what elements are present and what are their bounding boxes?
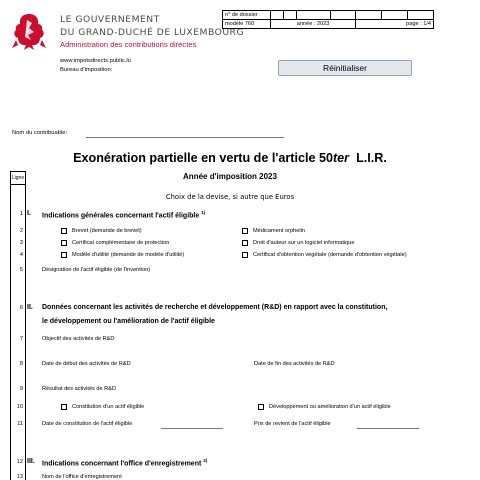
constitution-checkbox[interactable]: [61, 404, 67, 410]
form-title: [0, 151, 460, 165]
form-title-prefix: Exonération partielle en vertu de l'article 50: [73, 151, 333, 165]
medicament-orphelin-checkbox[interactable]: [242, 228, 248, 234]
modele-utilite-checkbox[interactable]: [61, 252, 67, 258]
rd-start-date-label: Date de début des activités de R&D: [42, 361, 131, 367]
form-page: page : 1/4: [356, 20, 434, 29]
section-number: III.: [27, 458, 35, 465]
section-heading-2-line-1: Données concernant les activités de recherche et développement (R&D) en rapport avec la constitution,: [42, 304, 388, 311]
line-column-header: Ligne: [10, 171, 26, 185]
rd-end-date-label: Date de fin des activités de R&D: [254, 361, 335, 367]
line-number: 2: [19, 228, 23, 234]
dossier-digit-cell[interactable]: [408, 11, 434, 20]
footnote-ref: 1): [201, 210, 206, 215]
line-number: 13: [16, 474, 23, 480]
rd-objective-label: Objectif des activités de R&D: [42, 336, 115, 342]
line-number: 4: [19, 252, 23, 258]
line-number-column: [10, 171, 26, 480]
administration-name: Administration des contributions directes: [60, 40, 197, 49]
line-number: 11: [17, 421, 23, 427]
modele-utilite-label: Modèle d'utilité (demande de modèle d'utilité): [72, 252, 185, 258]
developpement-label: Développement ou amélioration d'un actif éligible: [269, 404, 391, 410]
cost-price-label: Prix de revient de l'actif éligible: [254, 421, 331, 427]
line-number: 1: [19, 211, 23, 217]
droit-auteur-checkbox[interactable]: [242, 240, 248, 246]
dossier-digit-cell[interactable]: [382, 11, 408, 20]
form-year: année : 2023: [270, 20, 356, 29]
currency-choice[interactable]: Choix de la devise, si autre que Euros: [165, 193, 295, 201]
constitution-date-field[interactable]: [161, 428, 223, 429]
medicament-orphelin-label: Médicament orphelin: [253, 228, 305, 234]
section-number: I.: [27, 210, 31, 217]
government-line-2: DU GRAND-DUCHÉ DE LUXEMBOURG: [60, 27, 245, 38]
dossier-digit-cell[interactable]: [296, 11, 330, 20]
brevet-checkbox[interactable]: [61, 228, 67, 234]
cost-price-field[interactable]: [357, 428, 419, 429]
section-heading-3: [42, 458, 207, 467]
reset-button[interactable]: Réinitialiser: [278, 60, 412, 76]
certificat-complementaire-label: Certificat complémentaire de protection: [72, 240, 170, 246]
luxembourg-red-lion-crest-icon: [10, 10, 48, 52]
section-heading-3-text: Indications concernant l'office d'enregistrement: [42, 460, 202, 468]
line-number: 8: [19, 361, 23, 367]
tax-year-heading: Année d'imposition 2023: [183, 172, 277, 181]
constitution-label: Constitution d'un actif éligible: [72, 404, 145, 410]
form-model: modèle 760: [223, 20, 271, 29]
dossier-digit-cell[interactable]: [270, 11, 283, 20]
droit-auteur-label: Droit d'auteur sur un logiciel informatique: [253, 240, 355, 246]
line-number: 12: [16, 459, 23, 465]
bureau-label: Bureau d'imposition:: [60, 67, 113, 73]
asset-designation-label: Désignation de l'actif éligible (de l'invention): [42, 267, 151, 273]
brevet-label: Brevet (demande de brevet): [72, 228, 142, 234]
taxpayer-name-field[interactable]: [86, 137, 284, 138]
line-number: 10: [16, 404, 23, 410]
dossier-digit-cell[interactable]: [356, 11, 382, 20]
section-number: II.: [27, 304, 33, 311]
line-number: 5: [19, 267, 23, 273]
section-heading-2-line-2: le développement ou l'amélioration de l'actif éligible: [42, 318, 215, 325]
form-title-suffix: L.I.R.: [356, 151, 387, 165]
line-number: 6: [19, 305, 23, 311]
dossier-info-table: [222, 10, 434, 29]
registration-office-label: Nom de l'office d'enregistrement: [42, 474, 122, 480]
constitution-date-label: Date de constitution de l'actif éligible: [42, 421, 133, 427]
line-number: 7: [19, 336, 23, 342]
obtention-vegetale-checkbox[interactable]: [242, 252, 248, 258]
section-heading-1: [42, 210, 205, 219]
obtention-vegetale-label: Certificat d'obtention végétale (demande d'obtention végétale): [253, 252, 407, 258]
dossier-digit-cell[interactable]: [283, 11, 296, 20]
taxpayer-name-label: Nom du contribuable:: [12, 130, 68, 136]
government-line-1: LE GOUVERNEMENT: [60, 14, 160, 25]
form-title-ter: ter: [332, 151, 350, 165]
dossier-number-label: n° de dossier: [223, 11, 271, 20]
dossier-digit-cell[interactable]: [330, 11, 356, 20]
certificat-complementaire-checkbox[interactable]: [61, 240, 67, 246]
footnote-ref: 2): [203, 458, 208, 463]
website-link[interactable]: www.impotsdirects.public.lu: [60, 58, 131, 64]
line-number: 9: [19, 386, 23, 392]
section-heading-1-text: Indications générales concernant l'actif éligible: [42, 212, 200, 220]
line-number: 3: [19, 240, 23, 246]
rd-result-label: Résultat des activités de R&D: [42, 386, 116, 392]
developpement-checkbox[interactable]: [258, 404, 264, 410]
